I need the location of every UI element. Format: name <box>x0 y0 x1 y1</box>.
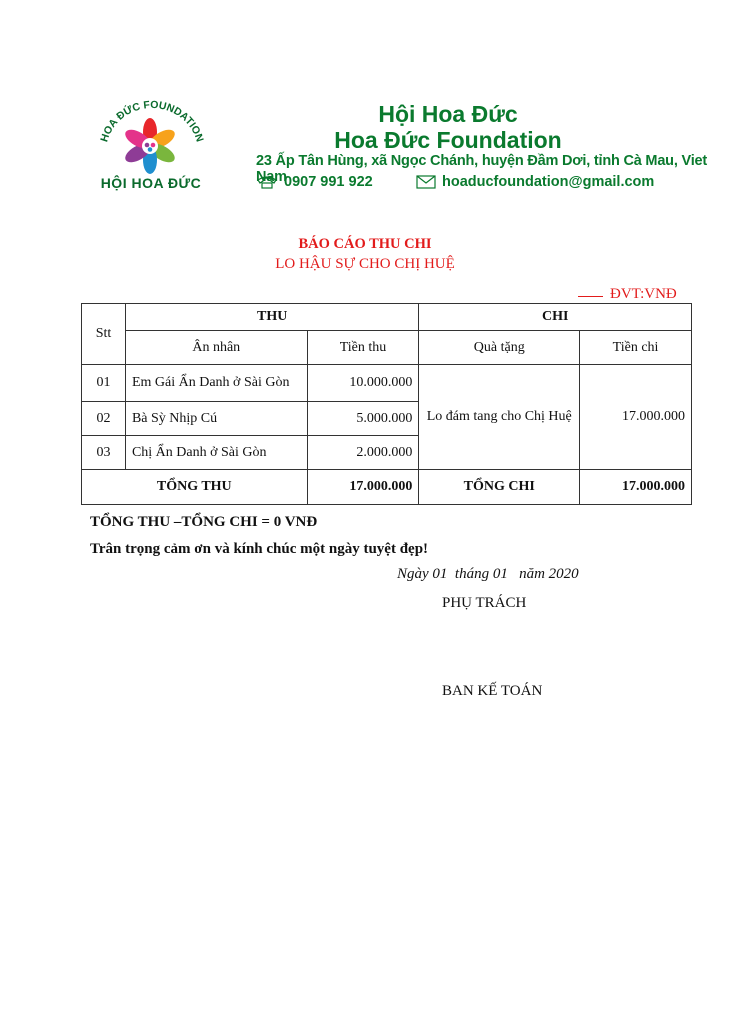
expense-cell: 17.000.000 <box>580 365 692 470</box>
balance-summary: TỔNG THU –TỔNG CHI = 0 VNĐ <box>90 514 318 530</box>
mail-icon <box>416 175 436 189</box>
logo-arc-text: HOA ĐỨC FOUNDATION <box>98 98 206 144</box>
contact-phone <box>256 174 373 190</box>
table-row <box>82 365 692 402</box>
total-income-label: TỔNG THU <box>82 470 308 505</box>
chi-header: CHI <box>419 304 692 331</box>
table-subheader-row <box>82 331 692 365</box>
report-date: Ngày 01 tháng 01 năm 2020 <box>397 566 579 582</box>
total-income-value: 17.000.000 <box>307 470 419 505</box>
stt-header: Stt <box>82 304 126 365</box>
thanks-message: Trân trọng cảm ơn và kính chúc một ngày tuyệt đẹp! <box>90 541 429 557</box>
email-address: hoaducfoundation@gmail.com <box>442 174 655 190</box>
total-expense-label: TỔNG CHI <box>419 470 580 505</box>
total-expense-value: 17.000.000 <box>580 470 692 505</box>
row-amount: 10.000.000 <box>307 365 419 402</box>
signature-accounting: BAN KẾ TOÁN <box>442 683 543 699</box>
thu-header: THU <box>125 304 418 331</box>
org-name-vi: Hội Hoa Đức <box>378 101 518 127</box>
row-donor: Em Gái Ẩn Danh ở Sài Gòn <box>125 365 307 402</box>
logo-bottom-text: HỘI HOA ĐỨC <box>100 175 202 191</box>
phone-icon <box>256 175 278 189</box>
row-donor: Bà Sỳ Nhịp Cú <box>125 402 307 436</box>
donor-header: Ân nhân <box>125 331 307 365</box>
signature-person-in-charge: PHỤ TRÁCH <box>442 595 527 611</box>
org-address: 23 Ấp Tân Hùng, xã Ngọc Chánh, huyện Đầm Dơi, tỉnh Cà Mau, Viet Nam <box>256 153 708 185</box>
table-total-row <box>82 470 692 505</box>
contact-email <box>416 174 654 190</box>
income-header: Tiền thu <box>307 331 419 365</box>
expense-header: Tiền chi <box>580 331 692 365</box>
income-expense-table <box>81 303 692 505</box>
row-amount: 5.000.000 <box>307 402 419 436</box>
row-amount: 2.000.000 <box>307 436 419 470</box>
row-stt: 02 <box>82 402 126 436</box>
gift-header: Quà tặng <box>419 331 580 365</box>
gift-cell: Lo đám tang cho Chị Huệ <box>419 365 580 470</box>
lotus-flower-icon <box>88 90 214 180</box>
unit-underline <box>578 296 603 297</box>
report-subtitle: LO HẬU SỰ CHO CHỊ HUỆ <box>275 256 455 272</box>
table-header-row <box>82 304 692 331</box>
row-donor: Chị Ẩn Danh ở Sài Gòn <box>125 436 307 470</box>
row-stt: 01 <box>82 365 126 402</box>
row-stt: 03 <box>82 436 126 470</box>
logo <box>88 90 214 206</box>
phone-number: 0907 991 922 <box>284 174 373 190</box>
currency-unit: ĐVT:VNĐ <box>610 286 677 302</box>
report-title: BÁO CÁO THU CHI <box>298 236 432 252</box>
org-name-en: Hoa Đức Foundation <box>334 127 562 153</box>
